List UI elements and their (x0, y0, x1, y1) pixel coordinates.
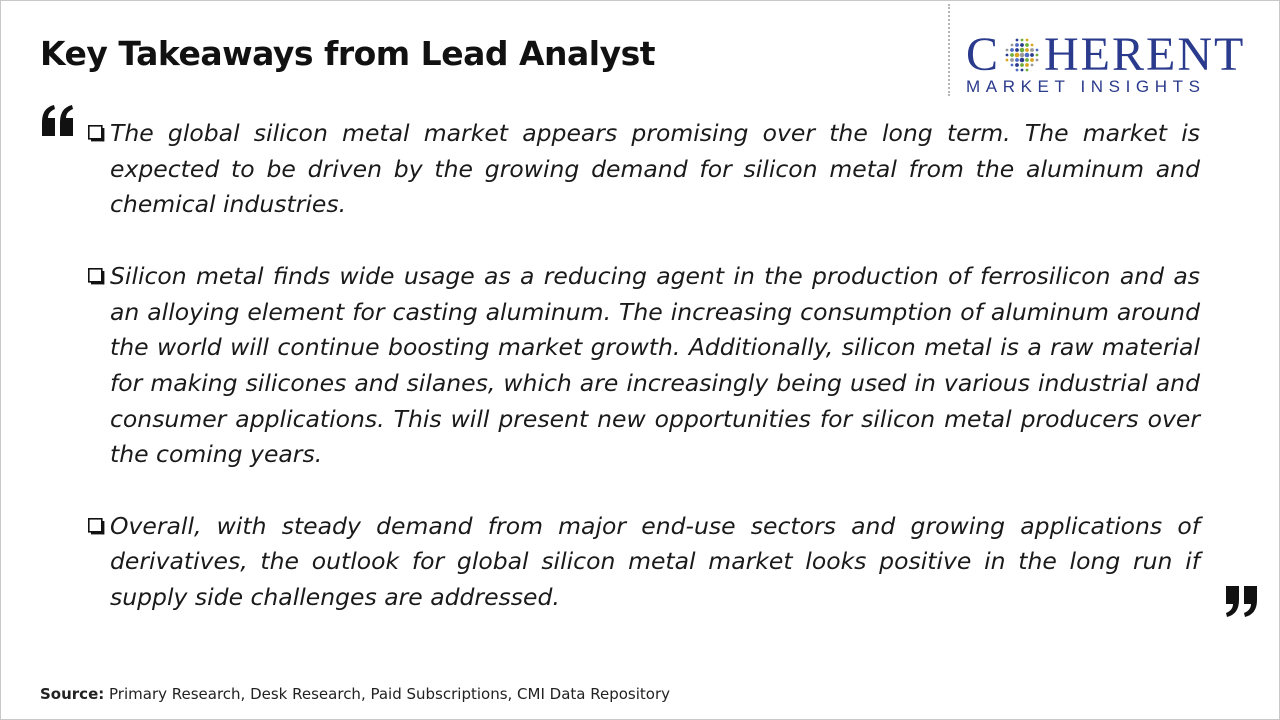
list-item (86, 259, 1200, 473)
page-title: Key Takeaways from Lead Analyst (40, 34, 655, 73)
takeaways-list (86, 116, 1200, 652)
takeaway-text: Overall, with steady demand from major end-use sectors and growing applications of derivatives, the outlook for global silicon metal market looks positive in the long run if supply side challenges are addressed. (110, 511, 1200, 612)
logo-word-left: C (966, 28, 1001, 81)
source-label: Source: (40, 685, 105, 703)
logo-word-right: HERENT (1044, 28, 1246, 81)
checkbox-bullet-icon (88, 268, 105, 285)
checkbox-bullet-icon (88, 125, 105, 142)
logo-divider (948, 4, 950, 96)
logo-wordmark (966, 30, 1266, 80)
takeaway-text: Silicon metal finds wide usage as a reducing agent in the production of ferrosilicon and as an alloying element for casting aluminum. The increasing consumption of aluminum around the world will continue boosting market growth. Additionally, silicon metal is a raw material for making silicones and silanes, which are increasingly being used in various industrial and consumer applications. This will present new opportunities for silicon metal producers over the coming years. (110, 261, 1200, 469)
source-note (40, 685, 670, 703)
close-quote-icon (1224, 584, 1258, 618)
logo-tagline: MARKET INSIGHTS (966, 77, 1206, 96)
open-quote-icon (40, 104, 76, 138)
list-item (86, 116, 1200, 223)
takeaway-text: The global silicon metal market appears promising over the long term. The market is expected to be driven by the growing demand for silicon metal from the aluminum and chemical industries. (110, 119, 1200, 219)
list-item (86, 509, 1200, 616)
checkbox-bullet-icon (88, 518, 105, 535)
globe-dots-icon (1002, 35, 1042, 75)
coherent-logo (966, 30, 1266, 97)
source-text: Primary Research, Desk Research, Paid Subscriptions, CMI Data Repository (104, 685, 671, 703)
